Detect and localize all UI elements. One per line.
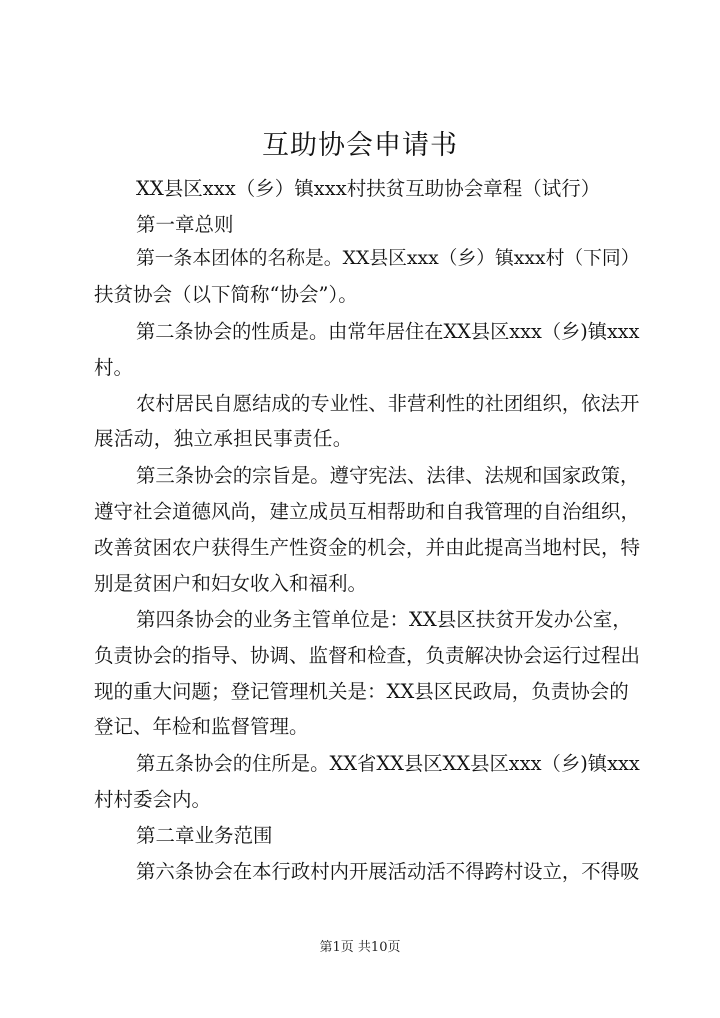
body-line-chapter-1: 第一章总则 [136, 213, 234, 236]
body-line-article-1: 第一条本团体的名称是。XX县区xxx（乡）镇xxx村（下同） [136, 248, 640, 269]
body-line-article-5-cont: 村村委会内。 [94, 788, 212, 811]
body-line-article-3: 第三条协会的宗旨是。遵守宪法、法律、法规和国家政策， [136, 464, 640, 487]
body-line-chapter-2: 第二章业务范围 [136, 824, 273, 847]
body-line-article-4-cont-1: 负责协会的指导、协调、监督和检查，负责解决协会运行过程出 [94, 644, 641, 667]
body-line-charter-heading: XX县区xxx（乡）镇xxx村扶贫互助协会章程（试行） [136, 177, 601, 200]
body-line-article-3-cont-2: 改善贫困农户获得生产性资金的机会，并由此提高当地村民，特 [94, 536, 641, 559]
body-line-article-5: 第五条协会的住所是。XX省XX县区XX县区xxx（乡)镇xxx [136, 752, 640, 775]
body-line-article-4-cont-3: 登记、年检和监督管理。 [94, 715, 309, 738]
document-title: 互助协会申请书 [262, 130, 458, 161]
body-line-article-6: 第六条协会在本行政村内开展活动活不得跨村设立，不得吸 [136, 860, 640, 883]
body-line-article-4: 第四条协会的业务主管单位是：XX县区扶贫开发办公室， [136, 608, 632, 631]
body-line-article-3-cont-1: 遵守社会道德风尚，建立成员互相帮助和自我管理的自治组织， [94, 500, 641, 523]
body-line-article-1-cont: 扶贫协会（以下简称“协会”）。 [94, 283, 358, 306]
body-line-article-3-cont-3: 别是贫困户和妇女收入和福利。 [94, 572, 368, 595]
body-line-paragraph-cont: 展活动，独立承担民事责任。 [94, 427, 353, 450]
body-line-article-4-cont-2: 现的重大问题；登记管理机关是：XX县区民政局，负责协会的 [94, 680, 629, 703]
body-line-article-2: 第二条协会的性质是。由常年居住在XX县区xxx（乡)镇xxx [136, 320, 640, 343]
page-number-footer: 第1页 共10页 [319, 940, 401, 955]
body-line-article-2-cont: 村。 [94, 356, 134, 379]
body-line-paragraph: 农村居民自愿结成的专业性、非营利性的社团组织，依法开 [136, 392, 640, 415]
